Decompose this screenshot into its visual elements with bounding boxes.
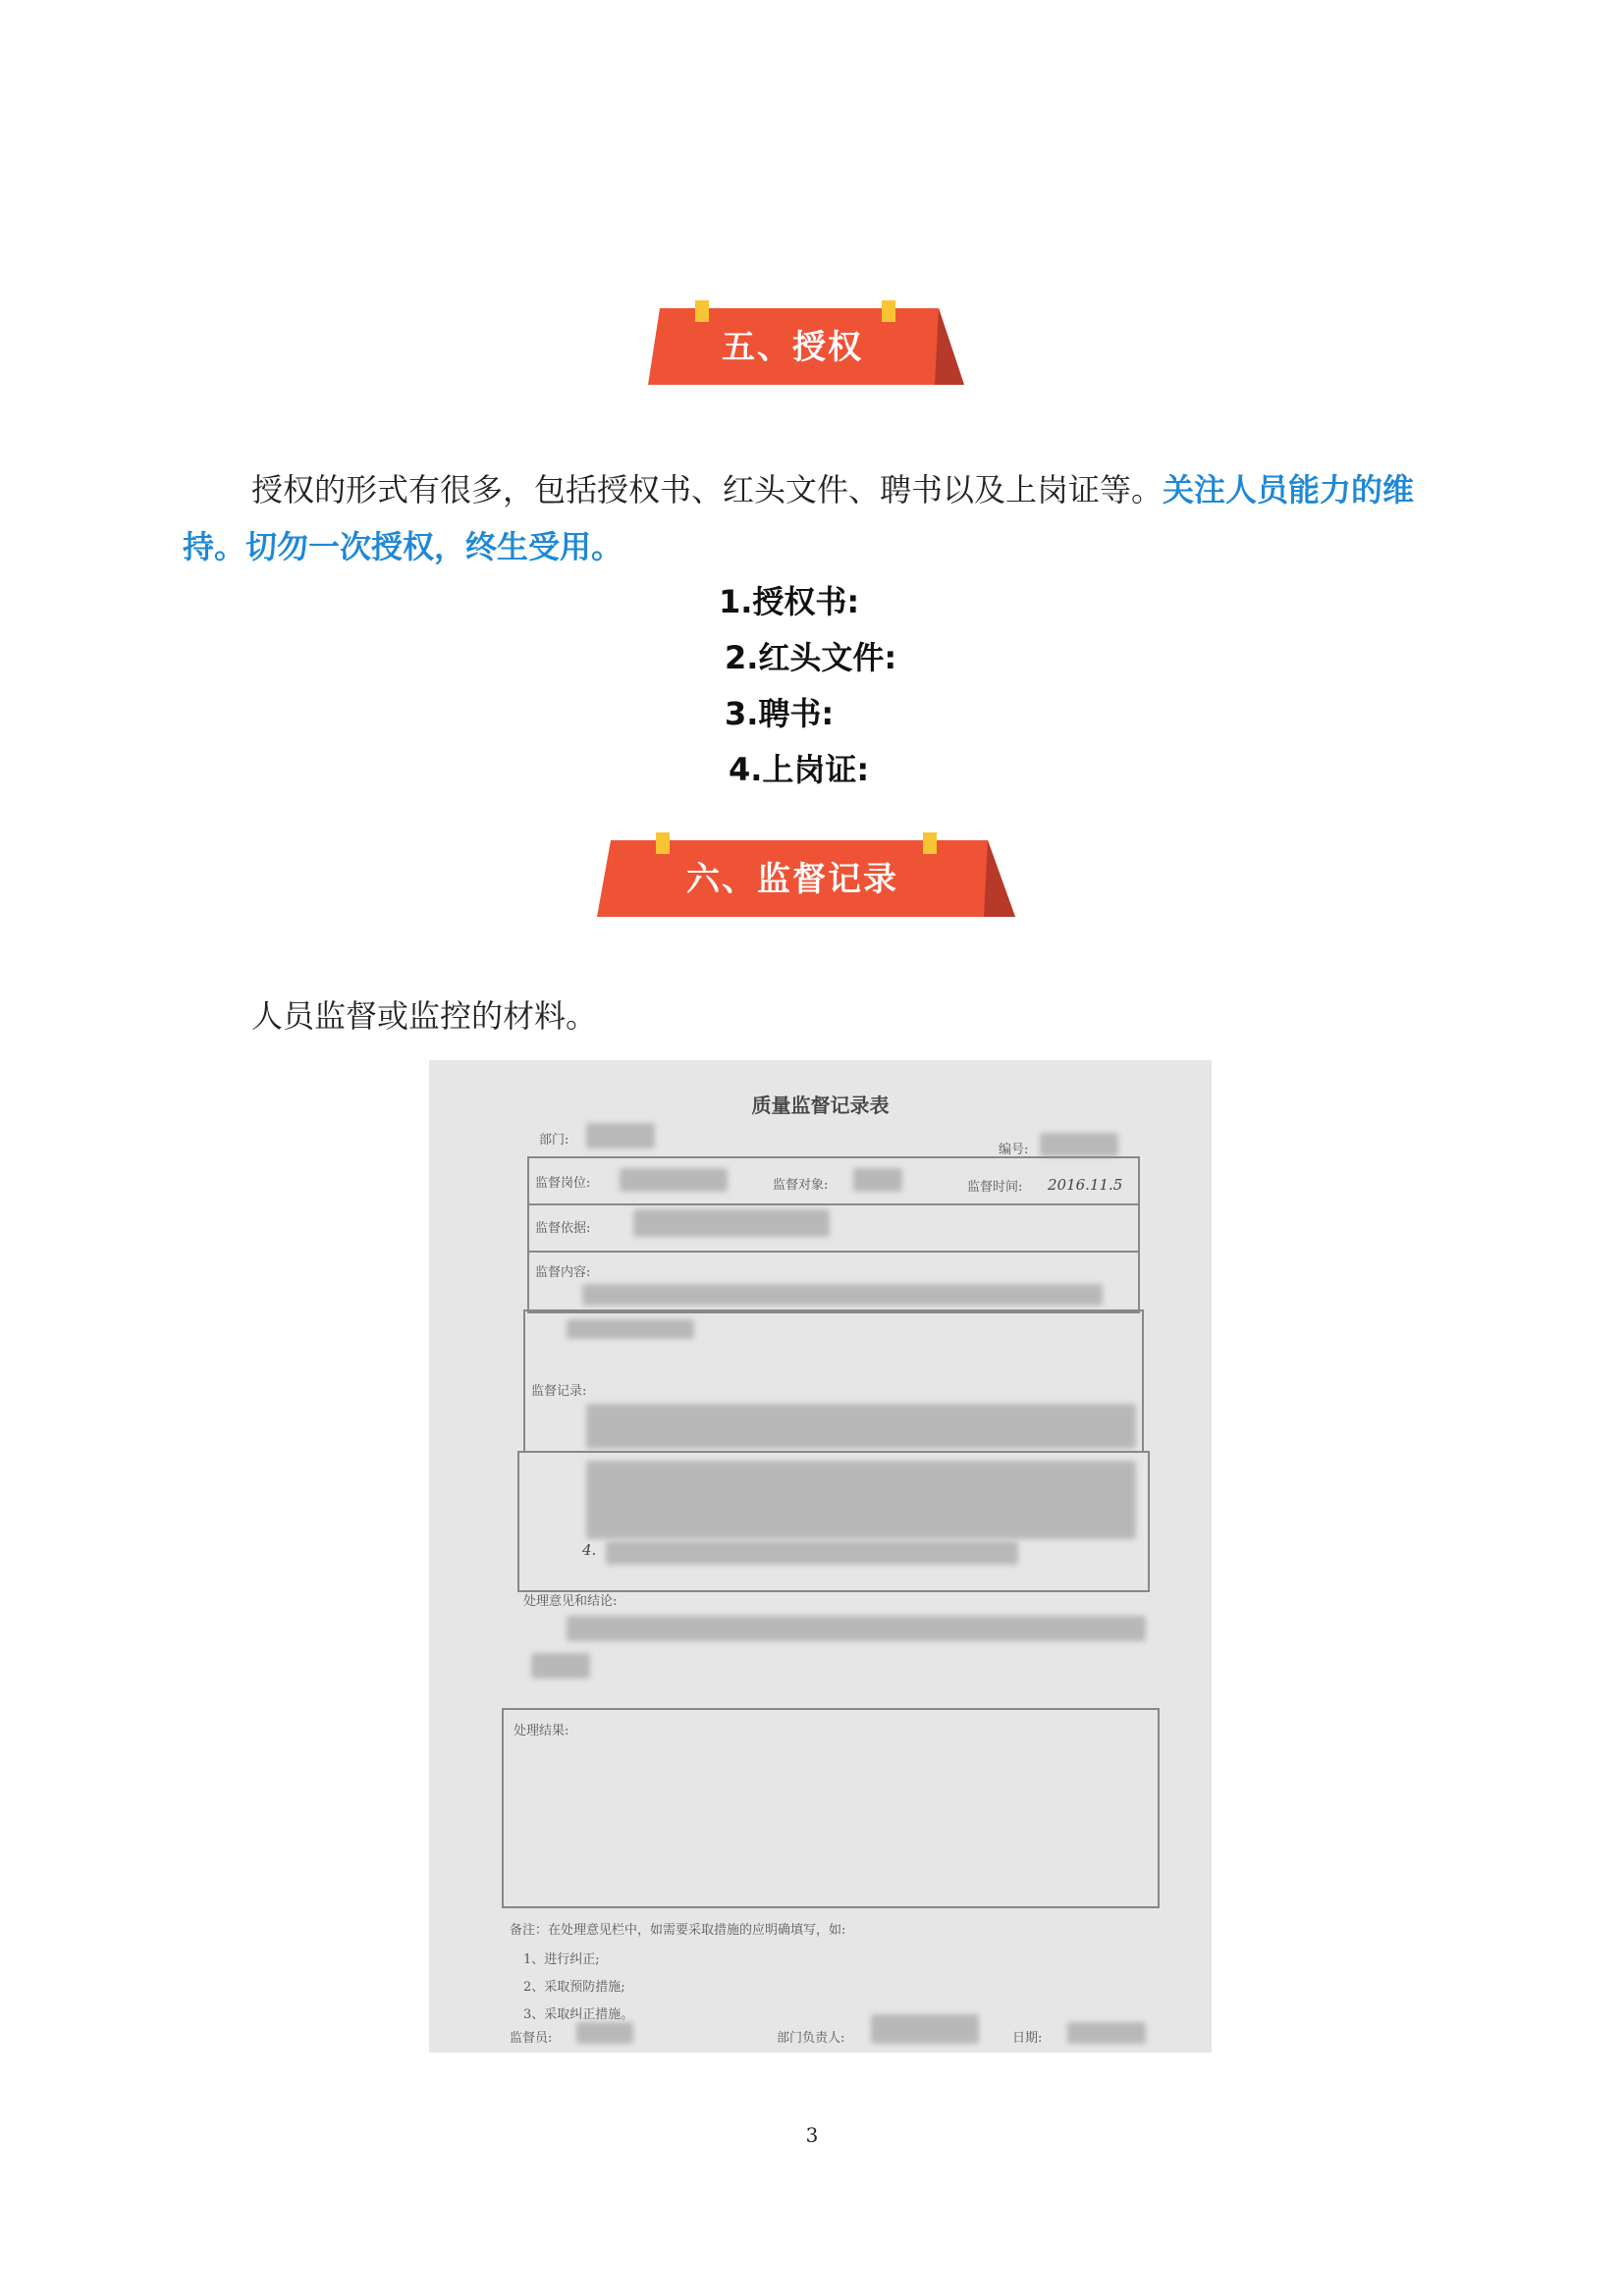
- section-heading-banner: [597, 832, 1017, 915]
- form-label-dept: 部门:: [539, 1133, 569, 1148]
- table-divider: [527, 1203, 1138, 1205]
- form-note-item: 2、采取预防措施;: [523, 1980, 625, 1995]
- paragraph-highlight: 关注人员能力的维持。切勿一次授权，终生受用。: [183, 471, 1415, 565]
- form-note-item: 1、进行纠正;: [523, 1952, 600, 1967]
- form-label-result: 处理结果:: [514, 1724, 569, 1738]
- authorization-paragraph: [183, 461, 1439, 575]
- list-item: 1.授权书:: [719, 583, 860, 620]
- paragraph-text: 授权的形式有很多，包括授权书、红头文件、聘书以及上岗证等。: [251, 471, 1164, 508]
- form-result-box: [502, 1708, 1160, 1908]
- section-heading-banner: [648, 300, 966, 383]
- form-label-head: 部门负责人:: [777, 2031, 845, 2046]
- form-title: 质量监督记录表: [751, 1094, 890, 1117]
- form-label-supervisor: 监督员:: [510, 2031, 553, 2046]
- supervision-form-photo: [429, 1060, 1212, 2053]
- redacted-field: [586, 1461, 1136, 1539]
- section-heading: 五、授权: [722, 328, 863, 367]
- redacted-field: [531, 1653, 590, 1679]
- form-label-object: 监督对象:: [773, 1178, 829, 1193]
- handwriting: 2016.11.5: [1048, 1176, 1123, 1194]
- list-item: 3.聘书:: [725, 695, 835, 732]
- redacted-field: [871, 2014, 979, 2044]
- redacted-field: [620, 1168, 728, 1192]
- section-heading: 六、监督记录: [686, 860, 898, 899]
- form-note-item: 3、采取纠正措施。: [523, 2007, 634, 2022]
- redacted-field: [582, 1284, 1103, 1306]
- redacted-field: [606, 1541, 1018, 1565]
- page-number: 3: [805, 2123, 819, 2147]
- redacted-field: [567, 1616, 1146, 1641]
- handwriting: 4.: [582, 1541, 597, 1559]
- redacted-field: [633, 1209, 830, 1237]
- form-label-time: 监督时间:: [967, 1180, 1023, 1195]
- form-label-opinion: 处理意见和结论:: [523, 1594, 618, 1609]
- redacted-field: [567, 1319, 694, 1339]
- redacted-field: [586, 1404, 1136, 1449]
- form-label-post: 监督岗位:: [535, 1176, 591, 1191]
- list-item: 2.红头文件:: [725, 639, 897, 676]
- form-label-number: 编号:: [999, 1143, 1029, 1157]
- form-note: 备注：在处理意见栏中，如需要采取措施的应明确填写，如:: [510, 1923, 846, 1938]
- list-item: 4.上岗证:: [729, 751, 870, 788]
- form-label-record: 监督记录:: [531, 1384, 587, 1399]
- form-label-date: 日期:: [1012, 2031, 1043, 2046]
- redacted-field: [1067, 2022, 1146, 2044]
- form-label-content: 监督内容:: [535, 1265, 591, 1280]
- caption-text: 人员监督或监控的材料。: [251, 997, 598, 1035]
- redacted-field: [576, 2022, 633, 2044]
- table-divider: [527, 1251, 1138, 1253]
- redacted-field: [1040, 1133, 1118, 1156]
- redacted-field: [586, 1123, 655, 1148]
- redacted-field: [853, 1168, 902, 1192]
- form-label-basis: 监督依据:: [535, 1221, 591, 1236]
